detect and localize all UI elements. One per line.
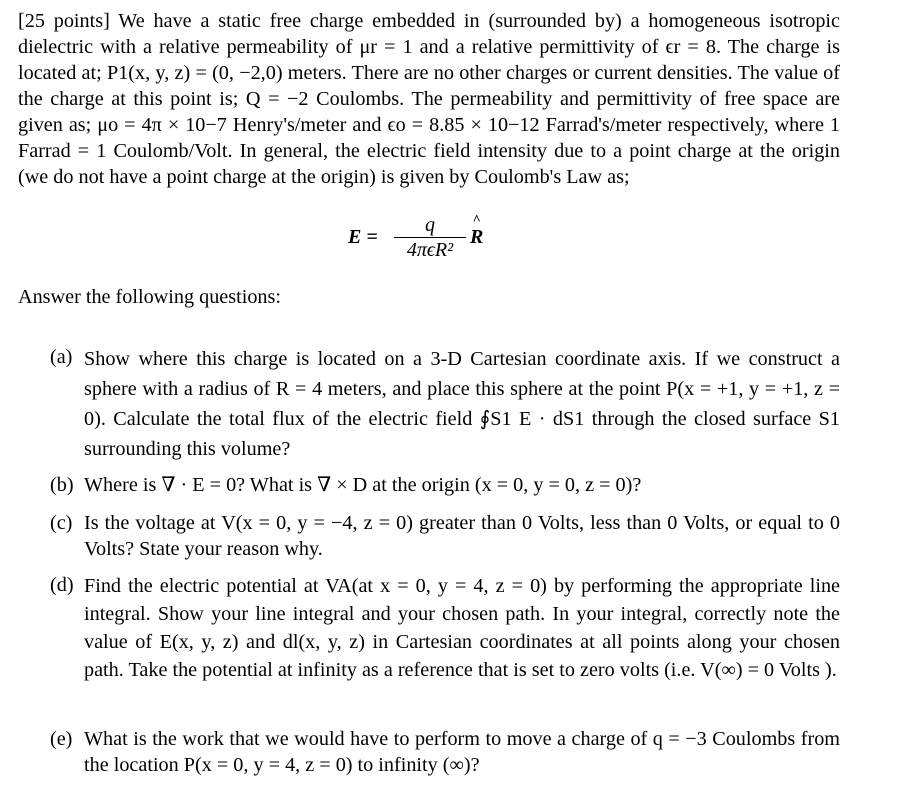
question-label: (d) xyxy=(50,574,74,596)
fraction-numerator: q xyxy=(425,214,435,236)
problem-statement xyxy=(18,8,840,190)
question-label: (a) xyxy=(50,346,73,368)
question-label: (e) xyxy=(50,728,73,750)
question-e xyxy=(50,726,840,778)
question-a xyxy=(50,344,840,464)
question-c xyxy=(50,510,840,562)
coulomb-fraction xyxy=(394,214,466,261)
problem-statement-text: [25 points] We have a static free charge embedded in (surrounded by) a homogeneous isotropic dielectric with a relative permeability of μr = 1 and a relative permittivity of ϵr = 8. The charge is located at; P1(x, y, z) = (0, −2,0) meters. There are no other charges or current densities. The value of the charge at this point is; Q = −2 Coulombs. The permeability and permittivity of free space are given as; μo = 4π × 10−7 Henry's/meter and ϵo = 8.85 × 10−12 Farrad's/meter respectively, where 1 Farrad = 1 Coulomb/Volt. In general, the electric field intensity due to a point charge at the origin (we do not have a point charge at the origin) is given by Coulomb's Law as; xyxy=(18,10,840,188)
question-text: What is the work that we would have to perform to move a charge of q = −3 Coulombs from the location P(x = 0, y = 4, z = 0) to infinity (∞)? xyxy=(84,728,840,776)
fraction-denominator: 4πϵR² xyxy=(406,239,454,261)
question-b xyxy=(50,472,840,498)
instructions-text: Answer the following questions: xyxy=(18,286,281,308)
question-text: Find the electric potential at VA(at x = 0, y = 4, z = 0) by performing the appropriate line integral. Show your line integral and your chosen path. In your integral, correctly note the value of E(x, y, z) and dl(x, y, z) in Cartesian coordinates at all points along your chosen path. Take the potential at infinity as a reference that is set to zero volts (i.e. V(∞) = 0 Volts ). xyxy=(84,575,840,681)
question-label: (b) xyxy=(50,474,74,496)
question-text: Is the voltage at V(x = 0, y = −4, z = 0) greater than 0 Volts, less than 0 Volts, or equal to 0 Volts? State your reason why. xyxy=(84,512,840,560)
unit-vector-r: ^ R xyxy=(470,226,483,249)
question-text: Show where this charge is located on a 3-D Cartesian coordinate axis. If we construct a sphere with a radius of R = 4 meters, and place this sphere at the point P(x = +1, y = +1, z = 0). Calculate the total flux of the electric field ∮S1 E · dS1 through the closed surface S1 surrounding this volume? xyxy=(84,348,840,460)
question-label: (c) xyxy=(50,512,73,534)
question-text: Where is ∇ · E = 0? What is ∇ × D at the origin (x = 0, y = 0, z = 0)? xyxy=(84,474,642,496)
question-d xyxy=(50,572,840,684)
field-vector-label: E = xyxy=(348,226,378,248)
fraction-bar xyxy=(394,237,466,238)
